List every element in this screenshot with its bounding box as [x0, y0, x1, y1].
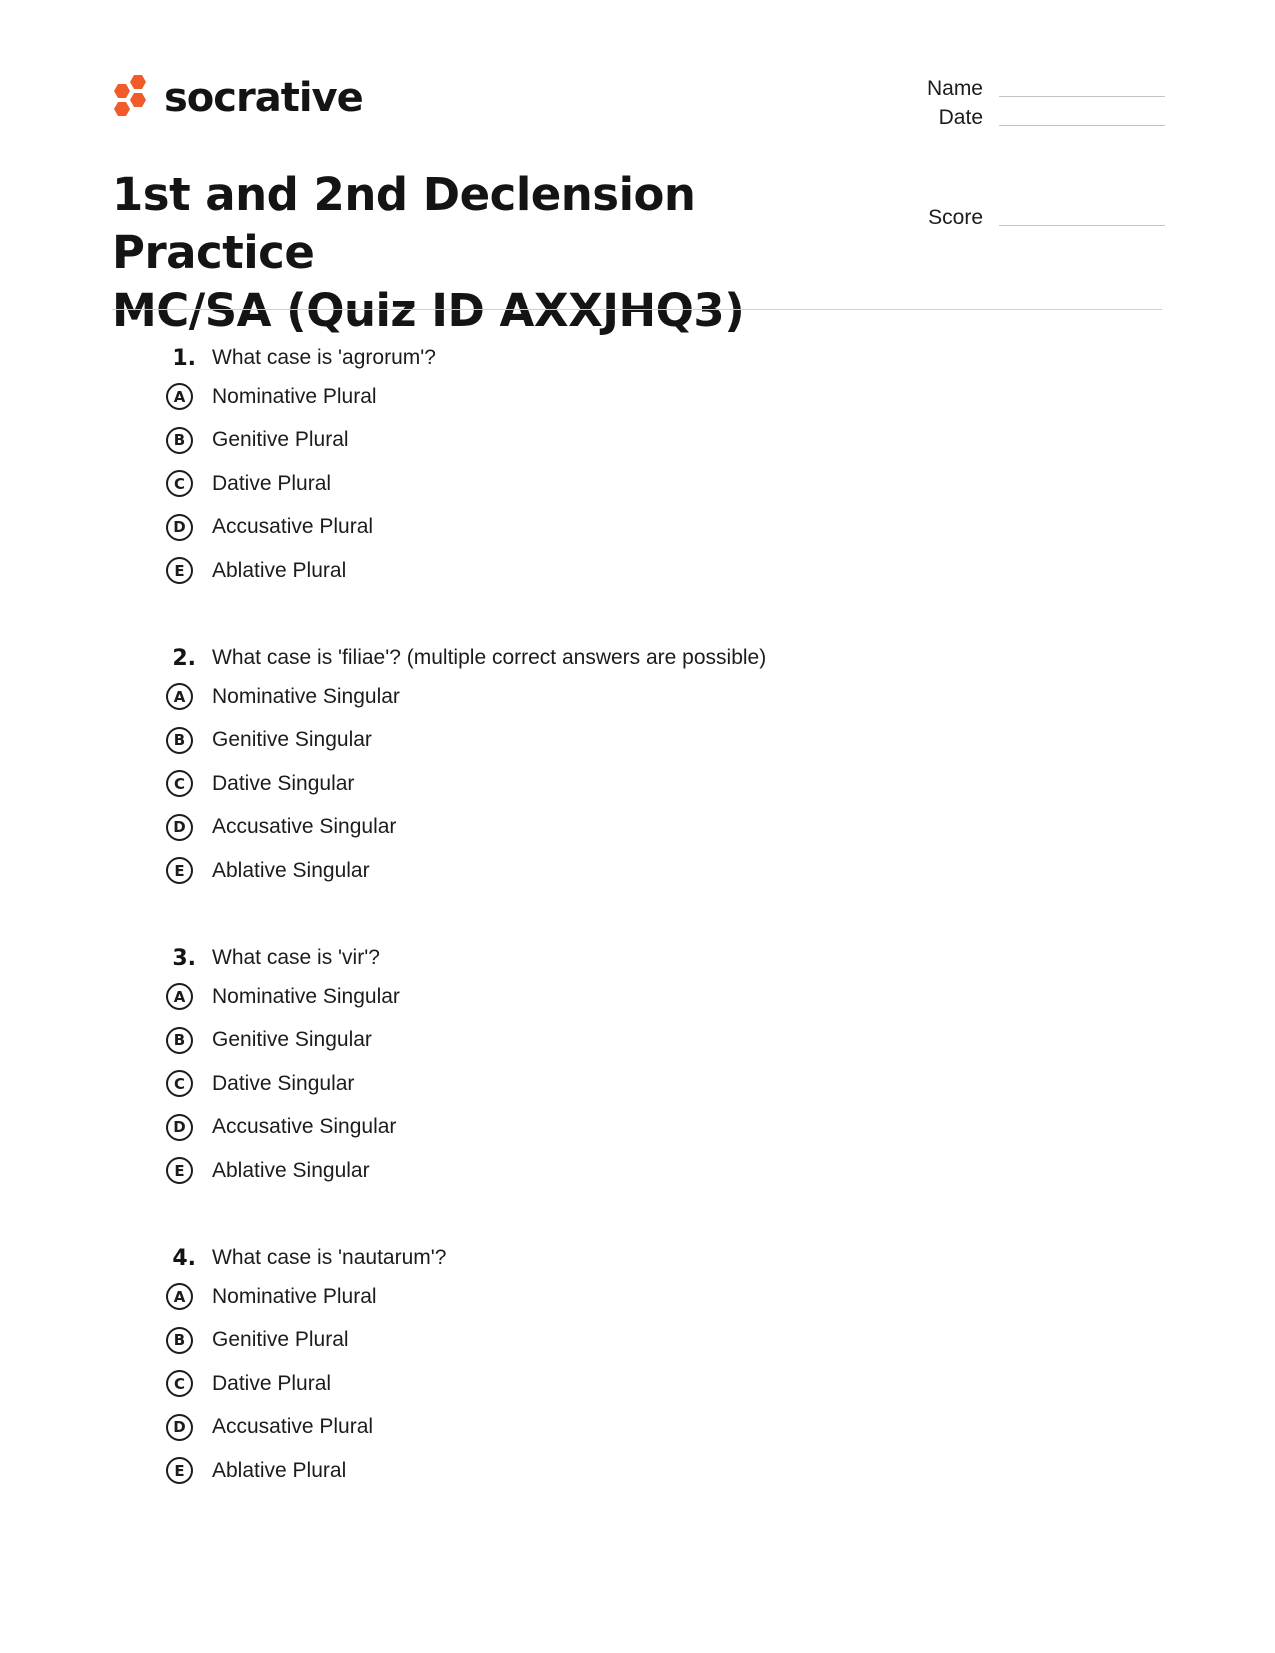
date-label: Date	[938, 106, 983, 129]
question-4	[160, 1241, 1060, 1493]
question-number: 1.	[172, 345, 196, 371]
option-letter-circle[interactable]: A	[166, 383, 193, 410]
title-line-2: MC/SA (Quiz ID AXXJHQ3)	[112, 284, 745, 337]
option-a[interactable]	[160, 1275, 1060, 1319]
option-text: Dative Singular	[212, 771, 355, 795]
option-letter-circle[interactable]: E	[166, 1157, 193, 1184]
score-line[interactable]	[999, 225, 1165, 226]
question-number: 2.	[172, 645, 196, 671]
header-divider	[112, 309, 1162, 310]
option-c[interactable]	[160, 462, 1060, 506]
option-text: Genitive Plural	[212, 428, 349, 452]
option-letter-circle[interactable]: E	[166, 1457, 193, 1484]
option-letter-circle[interactable]: C	[166, 1370, 193, 1397]
option-a[interactable]	[160, 975, 1060, 1019]
option-text: Nominative Singular	[212, 684, 400, 708]
logo-hexagon	[130, 93, 146, 107]
option-letter-circle[interactable]: C	[166, 470, 193, 497]
question-1	[160, 341, 1060, 593]
question-text: What case is 'nautarum'?	[212, 1246, 447, 1269]
option-letter-circle[interactable]: D	[166, 1114, 193, 1141]
question-text: What case is 'agrorum'?	[212, 346, 436, 369]
question-text: What case is 'vir'?	[212, 946, 380, 969]
question-header	[160, 941, 1060, 975]
option-text: Ablative Plural	[212, 558, 347, 582]
question-header	[160, 1241, 1060, 1275]
question-header	[160, 641, 1060, 675]
logo-wordmark: socrative	[164, 75, 363, 121]
option-a[interactable]	[160, 675, 1060, 719]
question-number: 4.	[172, 1245, 196, 1271]
option-d[interactable]	[160, 1406, 1060, 1450]
option-text: Nominative Singular	[212, 984, 400, 1008]
option-letter-circle[interactable]: B	[166, 427, 193, 454]
option-letter-circle[interactable]: D	[166, 814, 193, 841]
option-letter-circle[interactable]: B	[166, 1027, 193, 1054]
option-text: Genitive Plural	[212, 1328, 349, 1352]
option-text: Ablative Plural	[212, 1458, 347, 1482]
option-c[interactable]	[160, 1062, 1060, 1106]
date-field[interactable]	[880, 107, 1165, 128]
question-header	[160, 341, 1060, 375]
name-line[interactable]	[999, 96, 1165, 97]
option-d[interactable]	[160, 1106, 1060, 1150]
socrative-logo	[112, 72, 363, 124]
option-letter-circle[interactable]: A	[166, 983, 193, 1010]
option-a[interactable]	[160, 375, 1060, 419]
option-text: Dative Plural	[212, 1371, 332, 1395]
option-letter-circle[interactable]: C	[166, 1070, 193, 1097]
option-text: Genitive Singular	[212, 1028, 372, 1052]
question-3	[160, 941, 1060, 1193]
option-b[interactable]	[160, 719, 1060, 763]
option-letter-circle[interactable]: A	[166, 1283, 193, 1310]
option-letter-circle[interactable]: A	[166, 683, 193, 710]
page-title	[112, 166, 892, 340]
option-text: Accusative Singular	[212, 815, 397, 839]
option-e[interactable]	[160, 549, 1060, 593]
option-text: Ablative Singular	[212, 1158, 370, 1182]
option-letter-circle[interactable]: B	[166, 727, 193, 754]
option-text: Accusative Plural	[212, 515, 374, 539]
question-text: What case is 'filiae'? (multiple correct answers are possible)	[212, 646, 767, 669]
option-text: Ablative Singular	[212, 858, 370, 882]
score-label: Score	[928, 206, 983, 229]
name-field[interactable]	[880, 78, 1165, 99]
option-text: Genitive Singular	[212, 728, 372, 752]
option-b[interactable]	[160, 1019, 1060, 1063]
option-b[interactable]	[160, 1319, 1060, 1363]
option-letter-circle[interactable]: D	[166, 514, 193, 541]
name-label: Name	[926, 77, 983, 100]
option-e[interactable]	[160, 1149, 1060, 1193]
option-text: Dative Singular	[212, 1071, 355, 1095]
title-line-1: 1st and 2nd Declension Practice	[112, 168, 696, 279]
option-d[interactable]	[160, 806, 1060, 850]
question-number: 3.	[172, 945, 196, 971]
option-text: Accusative Plural	[212, 1415, 374, 1439]
option-e[interactable]	[160, 1449, 1060, 1493]
hexagon-cluster-icon	[112, 73, 152, 123]
option-c[interactable]	[160, 1362, 1060, 1406]
option-text: Dative Plural	[212, 471, 332, 495]
option-text: Nominative Plural	[212, 384, 377, 408]
option-letter-circle[interactable]: E	[166, 557, 193, 584]
option-letter-circle[interactable]: B	[166, 1327, 193, 1354]
option-letter-circle[interactable]: C	[166, 770, 193, 797]
date-line[interactable]	[999, 125, 1165, 126]
score-field[interactable]	[880, 207, 1165, 228]
logo-hexagon	[130, 75, 146, 89]
option-letter-circle[interactable]: D	[166, 1414, 193, 1441]
question-2	[160, 641, 1060, 893]
logo-hexagon	[114, 102, 130, 116]
option-c[interactable]	[160, 762, 1060, 806]
option-letter-circle[interactable]: E	[166, 857, 193, 884]
option-text: Nominative Plural	[212, 1284, 377, 1308]
option-text: Accusative Singular	[212, 1115, 397, 1139]
logo-hexagon	[114, 84, 130, 98]
option-e[interactable]	[160, 849, 1060, 893]
option-b[interactable]	[160, 419, 1060, 463]
option-d[interactable]	[160, 506, 1060, 550]
